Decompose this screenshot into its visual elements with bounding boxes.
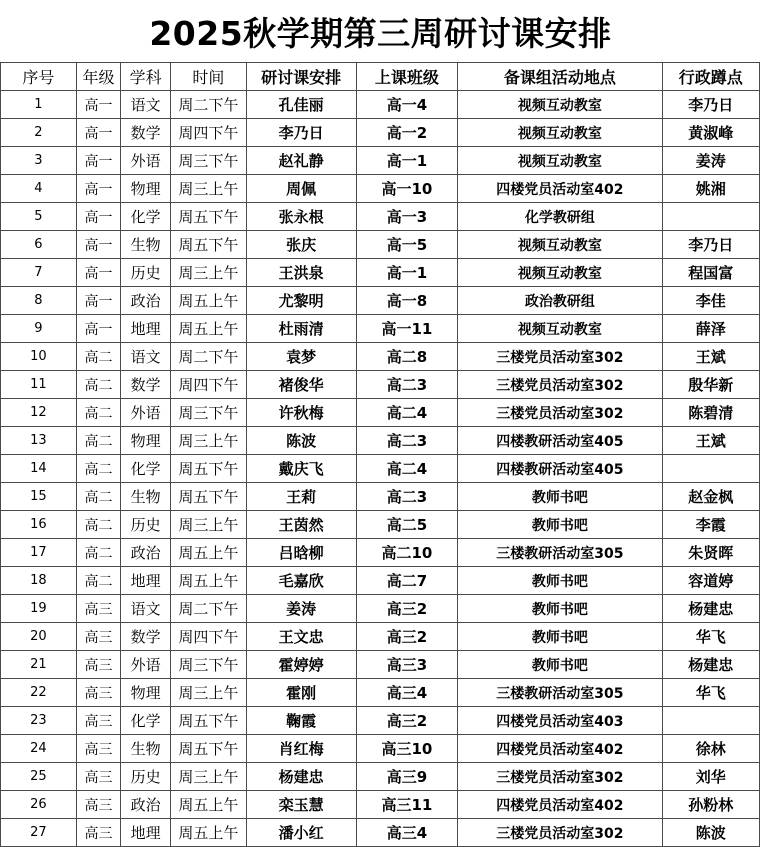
cell-no: 25 xyxy=(1,763,77,791)
table-row xyxy=(1,455,760,483)
cell-location: 三楼教研活动室305 xyxy=(458,539,662,567)
cell-teacher: 毛嘉欣 xyxy=(246,567,356,595)
cell-time: 周三下午 xyxy=(171,147,247,175)
cell-grade: 高二 xyxy=(76,567,121,595)
cell-subject: 语文 xyxy=(121,91,171,119)
cell-time: 周五上午 xyxy=(171,819,247,847)
table-row xyxy=(1,707,760,735)
cell-time: 周二下午 xyxy=(171,343,247,371)
cell-location: 三楼党员活动室302 xyxy=(458,343,662,371)
cell-subject: 化学 xyxy=(121,707,171,735)
cell-time: 周三上午 xyxy=(171,259,247,287)
header-cell-time: 时间 xyxy=(171,63,247,91)
cell-class: 高二3 xyxy=(356,427,458,455)
cell-teacher: 张庆 xyxy=(246,231,356,259)
cell-time: 周三上午 xyxy=(171,175,247,203)
cell-grade: 高二 xyxy=(76,343,121,371)
cell-teacher: 李乃日 xyxy=(246,119,356,147)
table-row xyxy=(1,651,760,679)
cell-no: 22 xyxy=(1,679,77,707)
cell-location: 四楼党员活动室403 xyxy=(458,707,662,735)
cell-location: 视频互动教室 xyxy=(458,231,662,259)
cell-time: 周三上午 xyxy=(171,427,247,455)
cell-teacher: 褚俊华 xyxy=(246,371,356,399)
cell-location: 三楼党员活动室302 xyxy=(458,371,662,399)
cell-teacher: 王茵然 xyxy=(246,511,356,539)
cell-teacher: 许秋梅 xyxy=(246,399,356,427)
schedule-table xyxy=(0,62,760,847)
cell-time: 周二下午 xyxy=(171,91,247,119)
cell-class: 高二7 xyxy=(356,567,458,595)
cell-class: 高一1 xyxy=(356,147,458,175)
cell-subject: 物理 xyxy=(121,175,171,203)
header-cell-teacher: 研讨课安排 xyxy=(246,63,356,91)
cell-location: 视频互动教室 xyxy=(458,147,662,175)
cell-class: 高三10 xyxy=(356,735,458,763)
cell-subject: 化学 xyxy=(121,455,171,483)
cell-teacher: 霍刚 xyxy=(246,679,356,707)
cell-subject: 生物 xyxy=(121,231,171,259)
cell-class: 高三3 xyxy=(356,651,458,679)
cell-class: 高二5 xyxy=(356,511,458,539)
cell-subject: 历史 xyxy=(121,511,171,539)
table-row xyxy=(1,175,760,203)
cell-grade: 高三 xyxy=(76,679,121,707)
cell-no: 27 xyxy=(1,819,77,847)
cell-admin: 殷华新 xyxy=(662,371,760,399)
cell-time: 周五下午 xyxy=(171,707,247,735)
cell-subject: 地理 xyxy=(121,567,171,595)
table-row xyxy=(1,735,760,763)
cell-grade: 高一 xyxy=(76,91,121,119)
cell-admin: 陈碧清 xyxy=(662,399,760,427)
cell-grade: 高二 xyxy=(76,511,121,539)
cell-teacher: 周佩 xyxy=(246,175,356,203)
cell-no: 9 xyxy=(1,315,77,343)
cell-grade: 高二 xyxy=(76,455,121,483)
table-row xyxy=(1,567,760,595)
cell-teacher: 王莉 xyxy=(246,483,356,511)
cell-class: 高一11 xyxy=(356,315,458,343)
cell-subject: 生物 xyxy=(121,735,171,763)
cell-class: 高三2 xyxy=(356,623,458,651)
cell-class: 高一10 xyxy=(356,175,458,203)
cell-no: 20 xyxy=(1,623,77,651)
cell-time: 周五上午 xyxy=(171,791,247,819)
cell-location: 视频互动教室 xyxy=(458,259,662,287)
cell-class: 高一2 xyxy=(356,119,458,147)
table-row xyxy=(1,147,760,175)
cell-class: 高二10 xyxy=(356,539,458,567)
cell-class: 高一4 xyxy=(356,91,458,119)
table-row xyxy=(1,315,760,343)
cell-grade: 高三 xyxy=(76,735,121,763)
cell-time: 周五下午 xyxy=(171,203,247,231)
cell-subject: 物理 xyxy=(121,427,171,455)
cell-admin: 孙粉林 xyxy=(662,791,760,819)
cell-admin: 朱贤晖 xyxy=(662,539,760,567)
table-row xyxy=(1,511,760,539)
cell-no: 2 xyxy=(1,119,77,147)
cell-subject: 政治 xyxy=(121,539,171,567)
cell-teacher: 王洪泉 xyxy=(246,259,356,287)
cell-admin: 黄淑峰 xyxy=(662,119,760,147)
cell-grade: 高一 xyxy=(76,231,121,259)
cell-subject: 历史 xyxy=(121,259,171,287)
cell-subject: 政治 xyxy=(121,287,171,315)
cell-time: 周二下午 xyxy=(171,595,247,623)
cell-admin: 徐林 xyxy=(662,735,760,763)
cell-teacher: 尤黎明 xyxy=(246,287,356,315)
table-row xyxy=(1,259,760,287)
cell-no: 16 xyxy=(1,511,77,539)
cell-location: 教师书吧 xyxy=(458,595,662,623)
cell-admin: 王斌 xyxy=(662,427,760,455)
cell-admin xyxy=(662,455,760,483)
cell-location: 教师书吧 xyxy=(458,511,662,539)
page-title: 2025秋学期第三周研讨课安排 xyxy=(149,13,612,53)
cell-subject: 外语 xyxy=(121,147,171,175)
cell-no: 21 xyxy=(1,651,77,679)
cell-subject: 政治 xyxy=(121,791,171,819)
header-cell-subject: 学科 xyxy=(121,63,171,91)
cell-grade: 高三 xyxy=(76,623,121,651)
cell-time: 周三上午 xyxy=(171,679,247,707)
table-row xyxy=(1,287,760,315)
cell-location: 四楼党员活动室402 xyxy=(458,175,662,203)
cell-grade: 高一 xyxy=(76,119,121,147)
cell-admin: 姜涛 xyxy=(662,147,760,175)
cell-time: 周五上午 xyxy=(171,315,247,343)
table-row xyxy=(1,595,760,623)
cell-teacher: 孔佳丽 xyxy=(246,91,356,119)
cell-location: 三楼党员活动室302 xyxy=(458,399,662,427)
cell-teacher: 鞠霞 xyxy=(246,707,356,735)
cell-no: 19 xyxy=(1,595,77,623)
table-row xyxy=(1,371,760,399)
cell-teacher: 赵礼静 xyxy=(246,147,356,175)
cell-subject: 地理 xyxy=(121,315,171,343)
table-row xyxy=(1,679,760,707)
cell-location: 四楼党员活动室402 xyxy=(458,735,662,763)
cell-location: 四楼教研活动室405 xyxy=(458,455,662,483)
cell-time: 周五下午 xyxy=(171,483,247,511)
cell-grade: 高二 xyxy=(76,539,121,567)
cell-no: 3 xyxy=(1,147,77,175)
cell-teacher: 王文忠 xyxy=(246,623,356,651)
cell-grade: 高一 xyxy=(76,175,121,203)
cell-admin: 刘华 xyxy=(662,763,760,791)
cell-no: 26 xyxy=(1,791,77,819)
cell-no: 18 xyxy=(1,567,77,595)
table-row xyxy=(1,203,760,231)
cell-admin: 薛泽 xyxy=(662,315,760,343)
cell-time: 周五下午 xyxy=(171,735,247,763)
cell-teacher: 栾玉慧 xyxy=(246,791,356,819)
cell-no: 15 xyxy=(1,483,77,511)
cell-no: 24 xyxy=(1,735,77,763)
cell-admin: 李佳 xyxy=(662,287,760,315)
cell-subject: 化学 xyxy=(121,203,171,231)
cell-grade: 高三 xyxy=(76,595,121,623)
cell-teacher: 肖红梅 xyxy=(246,735,356,763)
cell-subject: 数学 xyxy=(121,371,171,399)
table-row xyxy=(1,763,760,791)
header-cell-grade: 年级 xyxy=(76,63,121,91)
cell-time: 周五上午 xyxy=(171,539,247,567)
cell-subject: 历史 xyxy=(121,763,171,791)
cell-admin: 华飞 xyxy=(662,679,760,707)
cell-admin: 杨建忠 xyxy=(662,595,760,623)
cell-subject: 地理 xyxy=(121,819,171,847)
cell-admin: 赵金枫 xyxy=(662,483,760,511)
cell-class: 高三11 xyxy=(356,791,458,819)
cell-class: 高二3 xyxy=(356,371,458,399)
cell-grade: 高三 xyxy=(76,651,121,679)
table-row xyxy=(1,819,760,847)
cell-subject: 数学 xyxy=(121,623,171,651)
header-cell-admin: 行政蹲点 xyxy=(662,63,760,91)
cell-grade: 高一 xyxy=(76,259,121,287)
cell-subject: 物理 xyxy=(121,679,171,707)
cell-no: 13 xyxy=(1,427,77,455)
cell-location: 三楼教研活动室305 xyxy=(458,679,662,707)
cell-time: 周五上午 xyxy=(171,287,247,315)
cell-teacher: 戴庆飞 xyxy=(246,455,356,483)
cell-time: 周四下午 xyxy=(171,623,247,651)
header-cell-class: 上课班级 xyxy=(356,63,458,91)
cell-class: 高三2 xyxy=(356,595,458,623)
cell-admin: 华飞 xyxy=(662,623,760,651)
cell-location: 教师书吧 xyxy=(458,567,662,595)
cell-time: 周五上午 xyxy=(171,567,247,595)
cell-time: 周三上午 xyxy=(171,511,247,539)
cell-teacher: 杨建忠 xyxy=(246,763,356,791)
cell-class: 高三4 xyxy=(356,679,458,707)
cell-class: 高一8 xyxy=(356,287,458,315)
cell-teacher: 陈波 xyxy=(246,427,356,455)
cell-no: 7 xyxy=(1,259,77,287)
table-row xyxy=(1,231,760,259)
cell-location: 三楼党员活动室302 xyxy=(458,763,662,791)
cell-class: 高三4 xyxy=(356,819,458,847)
cell-time: 周五下午 xyxy=(171,231,247,259)
cell-grade: 高一 xyxy=(76,315,121,343)
cell-class: 高一1 xyxy=(356,259,458,287)
cell-teacher: 潘小红 xyxy=(246,819,356,847)
table-row xyxy=(1,791,760,819)
cell-teacher: 张永根 xyxy=(246,203,356,231)
cell-no: 10 xyxy=(1,343,77,371)
cell-grade: 高一 xyxy=(76,287,121,315)
cell-grade: 高二 xyxy=(76,399,121,427)
cell-grade: 高三 xyxy=(76,763,121,791)
cell-time: 周五下午 xyxy=(171,455,247,483)
cell-grade: 高一 xyxy=(76,147,121,175)
cell-class: 高二3 xyxy=(356,483,458,511)
cell-grade: 高三 xyxy=(76,707,121,735)
cell-no: 6 xyxy=(1,231,77,259)
cell-grade: 高三 xyxy=(76,791,121,819)
cell-location: 四楼教研活动室405 xyxy=(458,427,662,455)
cell-no: 8 xyxy=(1,287,77,315)
cell-admin: 容道婷 xyxy=(662,567,760,595)
cell-subject: 生物 xyxy=(121,483,171,511)
cell-location: 化学教研组 xyxy=(458,203,662,231)
cell-teacher: 杜雨清 xyxy=(246,315,356,343)
table-row xyxy=(1,399,760,427)
cell-subject: 外语 xyxy=(121,399,171,427)
cell-no: 12 xyxy=(1,399,77,427)
cell-subject: 语文 xyxy=(121,595,171,623)
table-row xyxy=(1,623,760,651)
cell-admin: 李霞 xyxy=(662,511,760,539)
header-cell-location: 备课组活动地点 xyxy=(458,63,662,91)
cell-subject: 语文 xyxy=(121,343,171,371)
cell-admin: 程国富 xyxy=(662,259,760,287)
cell-grade: 高一 xyxy=(76,203,121,231)
cell-grade: 高二 xyxy=(76,371,121,399)
cell-admin: 姚湘 xyxy=(662,175,760,203)
cell-teacher: 吕晗柳 xyxy=(246,539,356,567)
cell-admin xyxy=(662,203,760,231)
cell-class: 高三2 xyxy=(356,707,458,735)
cell-teacher: 姜涛 xyxy=(246,595,356,623)
cell-class: 高二8 xyxy=(356,343,458,371)
cell-subject: 数学 xyxy=(121,119,171,147)
cell-class: 高三9 xyxy=(356,763,458,791)
cell-no: 1 xyxy=(1,91,77,119)
cell-no: 23 xyxy=(1,707,77,735)
cell-grade: 高二 xyxy=(76,483,121,511)
cell-admin: 杨建忠 xyxy=(662,651,760,679)
cell-teacher: 袁梦 xyxy=(246,343,356,371)
cell-location: 三楼党员活动室302 xyxy=(458,819,662,847)
cell-time: 周四下午 xyxy=(171,119,247,147)
header-row xyxy=(1,63,760,91)
table-row xyxy=(1,91,760,119)
cell-admin xyxy=(662,707,760,735)
cell-grade: 高二 xyxy=(76,427,121,455)
cell-no: 11 xyxy=(1,371,77,399)
cell-class: 高二4 xyxy=(356,399,458,427)
table-row xyxy=(1,427,760,455)
cell-class: 高二4 xyxy=(356,455,458,483)
cell-no: 4 xyxy=(1,175,77,203)
cell-location: 教师书吧 xyxy=(458,483,662,511)
cell-subject: 外语 xyxy=(121,651,171,679)
table-row xyxy=(1,119,760,147)
cell-location: 视频互动教室 xyxy=(458,91,662,119)
cell-location: 四楼党员活动室402 xyxy=(458,791,662,819)
cell-class: 高一3 xyxy=(356,203,458,231)
header-cell-no: 序号 xyxy=(1,63,77,91)
cell-time: 周三下午 xyxy=(171,651,247,679)
cell-admin: 陈波 xyxy=(662,819,760,847)
cell-teacher: 霍婷婷 xyxy=(246,651,356,679)
table-row xyxy=(1,539,760,567)
cell-location: 视频互动教室 xyxy=(458,119,662,147)
cell-location: 教师书吧 xyxy=(458,623,662,651)
table-row xyxy=(1,343,760,371)
cell-no: 5 xyxy=(1,203,77,231)
cell-no: 17 xyxy=(1,539,77,567)
cell-location: 教师书吧 xyxy=(458,651,662,679)
cell-no: 14 xyxy=(1,455,77,483)
cell-time: 周四下午 xyxy=(171,371,247,399)
cell-time: 周三上午 xyxy=(171,763,247,791)
cell-admin: 李乃日 xyxy=(662,91,760,119)
cell-admin: 李乃日 xyxy=(662,231,760,259)
cell-grade: 高三 xyxy=(76,819,121,847)
cell-location: 政治教研组 xyxy=(458,287,662,315)
cell-admin: 王斌 xyxy=(662,343,760,371)
cell-class: 高一5 xyxy=(356,231,458,259)
table-body xyxy=(1,91,760,847)
cell-location: 视频互动教室 xyxy=(458,315,662,343)
table-row xyxy=(1,483,760,511)
cell-time: 周三下午 xyxy=(171,399,247,427)
